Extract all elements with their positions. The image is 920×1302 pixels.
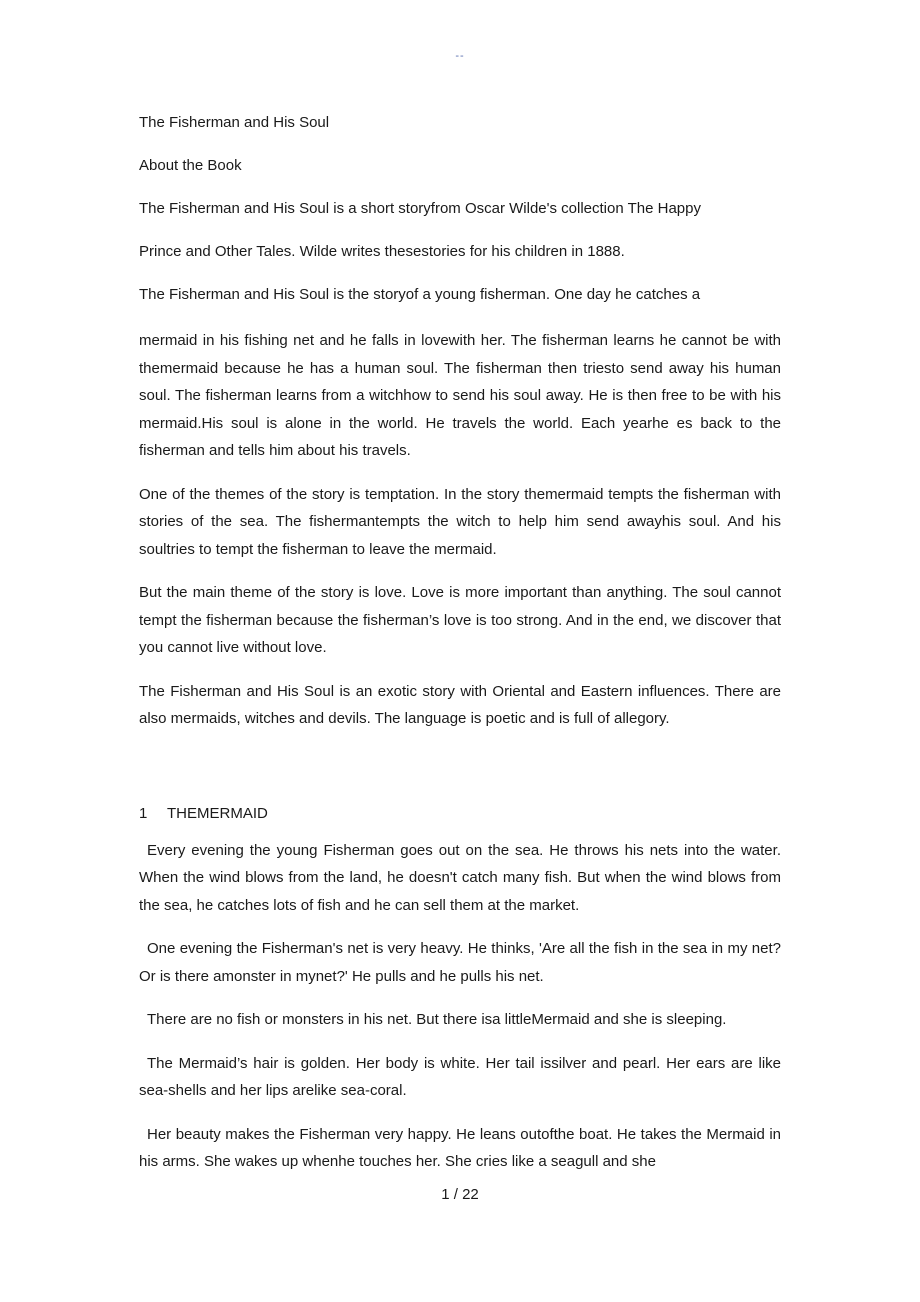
- page-header-marker: --: [455, 50, 465, 62]
- summary-line: The Fisherman and His Soul is the storyof a young fisherman. One day he catches a: [139, 286, 701, 303]
- chapter-paragraph: Every evening the young Fisherman goes out on the sea. He throws his nets into the water. When the wind blows from the land, he doesn't catch many fish. But when the wind blows from the sea, he catches lots of fish and he can sell them at the market.: [139, 841, 781, 914]
- chapter-paragraph: The Mermaid’s hair is golden. Her body is white. Her tail issilver and pearl. Her ears are like sea-shells and her lips arelike sea-coral.: [139, 1054, 781, 1099]
- intro-line-2: Prince and Other Tales. Wilde writes thesestories for his children in 1888.: [139, 243, 625, 260]
- section-heading: About the Book: [139, 157, 242, 174]
- chapter-number: 1: [139, 804, 148, 822]
- love-paragraph: But the main theme of the story is love. Love is more important than anything. The soul cannot tempt the fisherman because the fisherman’s love is too strong. And in the end, we discover that you cannot live without love.: [139, 584, 781, 656]
- chapter-paragraph: There are no fish or monsters in his net. But there isa littleMermaid and she is sleeping.: [147, 1011, 727, 1028]
- chapter-paragraph: Her beauty makes the Fisherman very happy. He leans outofthe boat. He takes the Mermaid in his arms. She wakes up whenhe touches her. She cries like a seagull and she: [139, 1125, 781, 1170]
- page-number: 1 / 22: [441, 1186, 479, 1203]
- chapter-title: THEMERMAID: [167, 804, 268, 822]
- document-title: The Fisherman and His Soul: [139, 114, 330, 131]
- intro-line-1: The Fisherman and His Soul is a short storyfrom Oscar Wilde's collection The Happy: [139, 200, 701, 217]
- exotic-paragraph: The Fisherman and His Soul is an exotic story with Oriental and Eastern influences. There are also mermaids, witches and devils. The language is poetic and is full of allegory.: [139, 682, 781, 727]
- themes-paragraph: One of the themes of the story is temptation. In the story themermaid tempts the fisherman with stories of the sea. The fishermantempts the witch to help him send awayhis soul. And his soultries to tempt the fisherman to leave the mermaid.: [139, 485, 781, 558]
- chapter-paragraph: One evening the Fisherman's net is very heavy. He thinks, 'Are all the fish in the sea in my net? Or is there amonster in mynet?' He pulls and he pulls his net.: [139, 940, 781, 985]
- document-body: [139, 112, 781, 1192]
- summary-paragraph: mermaid in his fishing net and he falls in lovewith her. The fisherman learns he cannot be with themermaid because he has a human soul. The fisherman then triesto send away his human soul. The fisherman learns from a witchhow to send his soul away. He is then free to be with his mermaid.His soul is alone in the world. He travels the world. Each yearhe es back to the fisherman and tells him about his travels.: [139, 332, 781, 459]
- chapter-heading: [139, 803, 781, 825]
